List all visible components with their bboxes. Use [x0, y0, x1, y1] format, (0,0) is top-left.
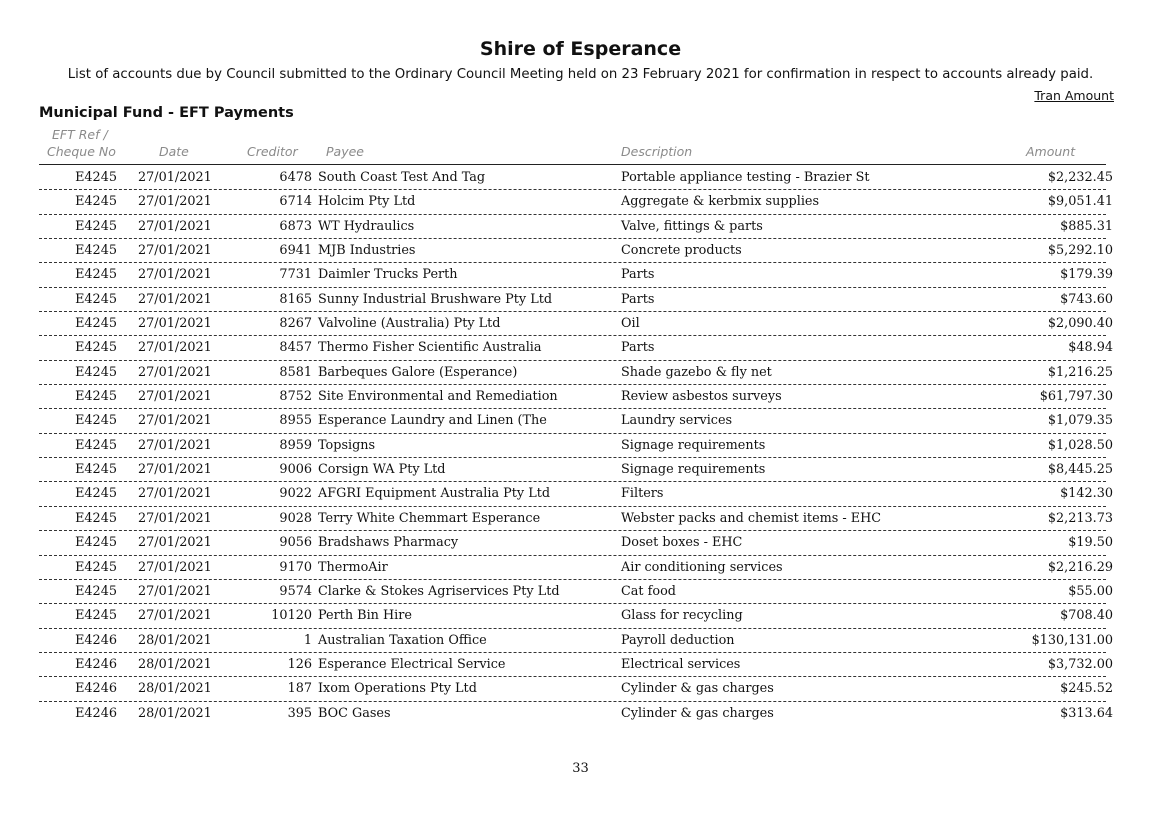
fund-heading: Municipal Fund - EFT Payments: [39, 105, 294, 121]
cell-date: 27/01/2021: [138, 194, 212, 210]
cell-creditor: 6873: [279, 218, 312, 234]
cell-creditor: 9022: [279, 486, 312, 502]
cell-date: 27/01/2021: [138, 583, 212, 599]
cell-payee: Clarke & Stokes Agriservices Pty Ltd: [318, 583, 560, 599]
table-row: [0, 580, 1161, 604]
cell-description: Shade gazebo & fly net: [621, 364, 772, 380]
cell-description: Aggregate & kerbmix supplies: [621, 194, 820, 210]
cell-date: 27/01/2021: [138, 510, 212, 526]
table-row: [0, 556, 1161, 580]
cell-amount: $179.39: [1060, 267, 1113, 283]
cell-creditor: 8457: [279, 340, 312, 356]
cell-amount: $245.52: [1060, 681, 1113, 697]
cell-creditor: 8955: [279, 413, 312, 429]
cell-creditor: 6478: [279, 170, 312, 185]
cell-ref: E4245: [75, 559, 117, 575]
page-number: 33: [572, 761, 589, 776]
cell-payee: Holcim Pty Ltd: [318, 194, 416, 210]
cell-date: 28/01/2021: [138, 705, 212, 721]
cell-creditor: 8752: [279, 389, 312, 405]
table-row: [0, 215, 1161, 239]
table-row: [0, 361, 1161, 385]
cell-payee: Australian Taxation Office: [318, 632, 487, 648]
cell-description: Parts: [621, 340, 655, 356]
cell-payee: Barbeques Galore (Esperance): [318, 364, 518, 380]
table-row: [0, 482, 1161, 506]
cell-date: 27/01/2021: [138, 267, 212, 283]
cell-payee: MJB Industries: [318, 243, 416, 259]
table-row: [0, 434, 1161, 458]
payments-table-body: [0, 166, 1161, 726]
cell-payee: Bradshaws Pharmacy: [318, 535, 459, 551]
cell-description: Valve, fittings & parts: [621, 218, 763, 234]
cell-date: 27/01/2021: [138, 389, 212, 405]
cell-creditor: 7731: [279, 267, 312, 283]
cell-amount: $708.40: [1060, 608, 1113, 624]
cell-ref: E4245: [75, 218, 117, 234]
header-ref-line1: EFT Ref /: [52, 127, 108, 142]
cell-amount: $61,797.30: [1039, 389, 1113, 405]
cell-date: 27/01/2021: [138, 316, 212, 332]
cell-date: 27/01/2021: [138, 170, 212, 185]
cell-creditor: 187: [287, 681, 312, 697]
cell-ref: E4246: [75, 656, 117, 672]
cell-creditor: 9028: [279, 510, 312, 526]
cell-date: 27/01/2021: [138, 535, 212, 551]
cell-amount: $3,732.00: [1047, 656, 1113, 672]
cell-amount: $5,292.10: [1047, 243, 1113, 259]
cell-ref: E4245: [75, 340, 117, 356]
header-creditor: Creditor: [247, 144, 298, 159]
cell-creditor: 6941: [279, 243, 312, 259]
cell-payee: South Coast Test And Tag: [318, 170, 486, 185]
table-row: [0, 385, 1161, 409]
cell-amount: $9,051.41: [1047, 194, 1113, 210]
page-title: Shire of Esperance: [479, 38, 682, 60]
table-row: [0, 239, 1161, 263]
cell-date: 27/01/2021: [138, 243, 212, 259]
cell-ref: E4246: [75, 681, 117, 697]
table-row: [0, 288, 1161, 312]
cell-description: Signage requirements: [621, 462, 766, 478]
cell-date: 27/01/2021: [138, 437, 212, 453]
cell-creditor: 8581: [279, 364, 312, 380]
cell-date: 27/01/2021: [138, 364, 212, 380]
page-subtitle: List of accounts due by Council submitted to the Ordinary Council Meeting held on 23 February 2021 for confirmation in respect to accounts already paid.: [67, 67, 1094, 82]
cell-description: Signage requirements: [621, 437, 766, 453]
table-row: [0, 458, 1161, 482]
cell-description: Electrical services: [621, 656, 741, 672]
table-row: [0, 312, 1161, 336]
cell-ref: E4246: [75, 705, 117, 721]
cell-amount: $1,079.35: [1047, 413, 1113, 429]
cell-amount: $2,216.29: [1047, 559, 1113, 575]
cell-ref: E4245: [75, 389, 117, 405]
cell-ref: E4245: [75, 267, 117, 283]
cell-ref: E4245: [75, 583, 117, 599]
cell-ref: E4245: [75, 291, 117, 307]
cell-payee: Ixom Operations Pty Ltd: [318, 681, 477, 697]
cell-ref: E4245: [75, 608, 117, 624]
cell-description: Laundry services: [621, 413, 733, 429]
cell-description: Payroll deduction: [621, 632, 735, 648]
table-row: [0, 190, 1161, 214]
table-row: [0, 166, 1161, 190]
header-amount: Amount: [1026, 144, 1076, 159]
cell-description: Air conditioning services: [621, 559, 783, 575]
cell-amount: $55.00: [1068, 583, 1113, 599]
cell-description: Concrete products: [621, 243, 742, 259]
header-payee: Payee: [326, 144, 364, 159]
cell-payee: Perth Bin Hire: [318, 608, 412, 624]
cell-ref: E4245: [75, 413, 117, 429]
cell-date: 28/01/2021: [138, 632, 212, 648]
cell-date: 27/01/2021: [138, 608, 212, 624]
cell-description: Portable appliance testing - Brazier St: [621, 170, 870, 185]
cell-payee: AFGRI Equipment Australia Pty Ltd: [318, 486, 551, 502]
cell-date: 27/01/2021: [138, 486, 212, 502]
cell-amount: $1,216.25: [1047, 364, 1113, 380]
cell-ref: E4245: [75, 462, 117, 478]
table-row: [0, 604, 1161, 628]
cell-payee: WT Hydraulics: [318, 218, 415, 234]
cell-amount: $2,232.45: [1047, 170, 1113, 185]
table-row: [0, 336, 1161, 360]
cell-ref: E4245: [75, 364, 117, 380]
cell-creditor: 126: [287, 656, 312, 672]
cell-date: 27/01/2021: [138, 462, 212, 478]
cell-description: Oil: [621, 316, 640, 332]
cell-payee: Corsign WA Pty Ltd: [318, 462, 446, 478]
cell-creditor: 1: [303, 632, 312, 648]
cell-creditor: 9574: [279, 583, 312, 599]
cell-payee: Site Environmental and Remediation: [318, 389, 558, 405]
cell-creditor: 8267: [279, 316, 312, 332]
cell-date: 27/01/2021: [138, 413, 212, 429]
cell-payee: Topsigns: [318, 437, 376, 453]
cell-creditor: 9006: [279, 462, 312, 478]
cell-description: Cat food: [621, 583, 676, 599]
cell-date: 27/01/2021: [138, 291, 212, 307]
header-ref-line2: Cheque No: [47, 144, 116, 159]
cell-description: Parts: [621, 291, 655, 307]
cell-payee: Sunny Industrial Brushware Pty Ltd: [318, 291, 553, 307]
cell-description: Webster packs and chemist items - EHC: [621, 510, 882, 526]
cell-payee: Daimler Trucks Perth: [318, 267, 458, 283]
tran-amount-label: Tran Amount: [1034, 88, 1114, 103]
cell-creditor: 8959: [279, 437, 312, 453]
cell-ref: E4245: [75, 243, 117, 259]
cell-ref: E4245: [75, 316, 117, 332]
cell-ref: E4245: [75, 510, 117, 526]
cell-date: 27/01/2021: [138, 218, 212, 234]
cell-description: Filters: [621, 486, 664, 502]
header-description: Description: [621, 144, 693, 159]
table-row: [0, 507, 1161, 531]
cell-ref: E4245: [75, 437, 117, 453]
cell-amount: $48.94: [1068, 340, 1113, 356]
table-row: [0, 702, 1161, 726]
cell-date: 27/01/2021: [138, 559, 212, 575]
cell-description: Doset boxes - EHC: [621, 535, 743, 551]
cell-ref: E4245: [75, 194, 117, 210]
cell-payee: Valvoline (Australia) Pty Ltd: [318, 316, 501, 332]
cell-amount: $885.31: [1060, 218, 1113, 234]
cell-date: 28/01/2021: [138, 681, 212, 697]
cell-payee: ThermoAir: [318, 559, 388, 575]
cell-ref: E4245: [75, 535, 117, 551]
cell-creditor: 8165: [279, 291, 312, 307]
cell-date: 27/01/2021: [138, 340, 212, 356]
cell-description: Cylinder & gas charges: [621, 705, 774, 721]
cell-creditor: 395: [287, 705, 312, 721]
table-row: [0, 629, 1161, 653]
cell-ref: E4246: [75, 632, 117, 648]
cell-amount: $2,213.73: [1047, 510, 1113, 526]
table-row: [0, 409, 1161, 433]
cell-payee: BOC Gases: [318, 705, 391, 721]
cell-ref: E4245: [75, 170, 117, 185]
cell-amount: $1,028.50: [1047, 437, 1113, 453]
cell-ref: E4245: [75, 486, 117, 502]
cell-payee: Esperance Electrical Service: [318, 656, 506, 672]
cell-creditor: 9056: [279, 535, 312, 551]
cell-creditor: 10120: [271, 608, 312, 624]
cell-creditor: 6714: [279, 194, 312, 210]
cell-payee: Terry White Chemmart Esperance: [318, 510, 541, 526]
table-row: [0, 677, 1161, 701]
cell-amount: $743.60: [1060, 291, 1113, 307]
cell-description: Review asbestos surveys: [621, 389, 782, 405]
table-row: [0, 653, 1161, 677]
cell-payee: Esperance Laundry and Linen (The: [318, 413, 547, 429]
table-row: [0, 531, 1161, 555]
cell-amount: $142.30: [1060, 486, 1113, 502]
cell-creditor: 9170: [279, 559, 312, 575]
cell-date: 28/01/2021: [138, 656, 212, 672]
cell-amount: $2,090.40: [1047, 316, 1113, 332]
cell-amount: $313.64: [1060, 705, 1113, 721]
header-date: Date: [159, 144, 189, 159]
cell-amount: $8,445.25: [1047, 462, 1113, 478]
cell-description: Cylinder & gas charges: [621, 681, 774, 697]
table-row: [0, 263, 1161, 287]
cell-amount: $19.50: [1068, 535, 1113, 551]
cell-description: Parts: [621, 267, 655, 283]
cell-amount: $130,131.00: [1031, 632, 1113, 648]
cell-description: Glass for recycling: [621, 608, 743, 624]
cell-payee: Thermo Fisher Scientific Australia: [318, 340, 542, 356]
header-rule: [39, 164, 1106, 165]
